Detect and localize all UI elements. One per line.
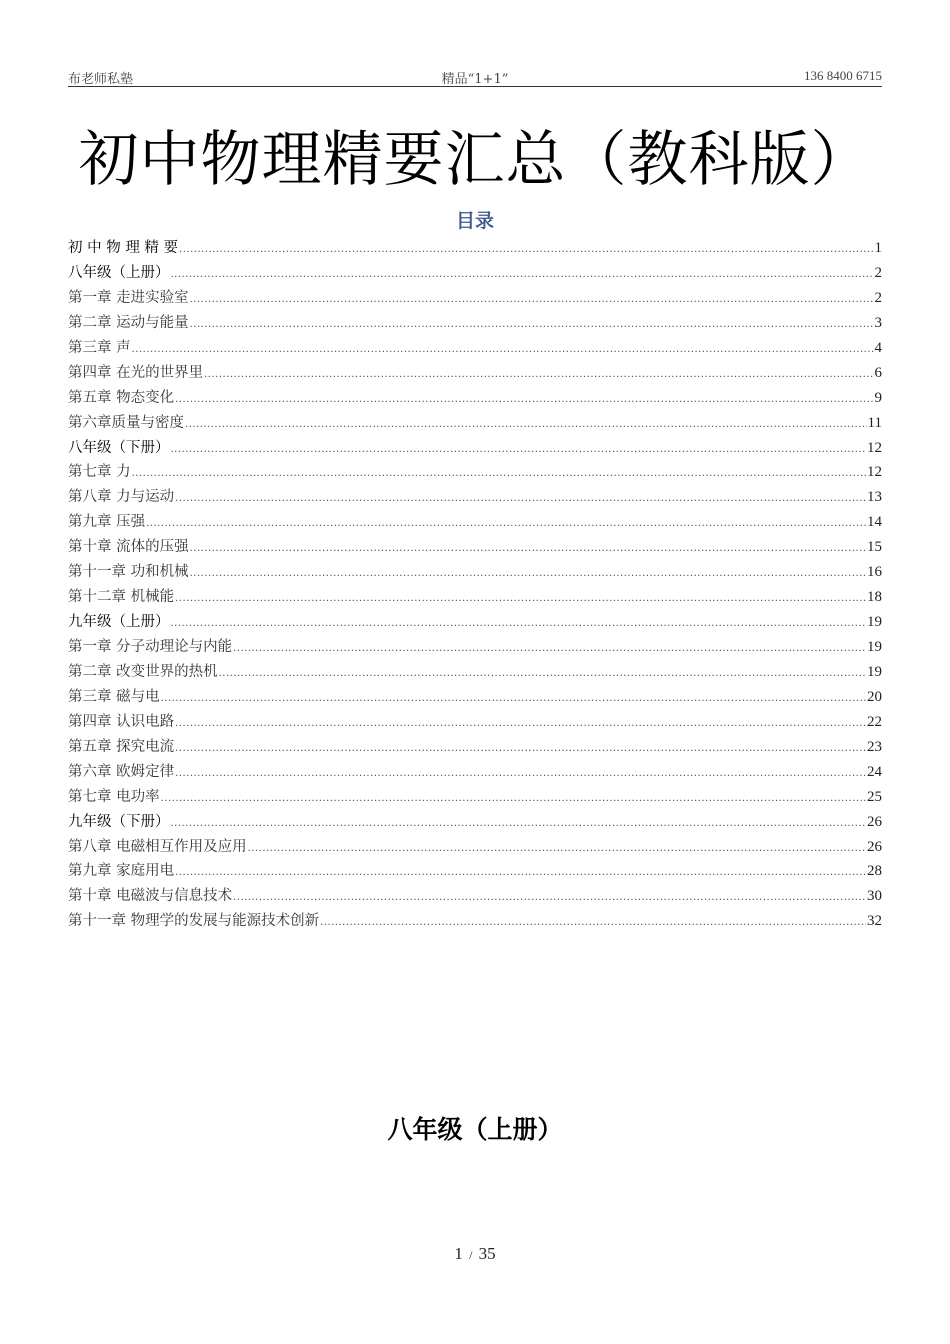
toc-entry[interactable] [68, 411, 882, 436]
toc-dot-leader [171, 263, 874, 288]
toc-entry-title: 初 中 物 理 精 要 [68, 240, 179, 256]
toc-entry-title: 第三章 声 [68, 339, 131, 356]
toc-dot-leader [175, 762, 866, 787]
toc-dot-leader [161, 687, 866, 712]
toc-dot-leader [233, 637, 866, 662]
page-footer [0, 1244, 950, 1264]
toc-dot-leader [175, 737, 866, 762]
toc-entry-title: 第八章 力与运动 [68, 489, 175, 506]
toc-dot-leader [190, 537, 866, 562]
toc-entry-title: 第一章 走进实验室 [68, 289, 189, 306]
toc-entry-title: 第四章 认识电路 [68, 713, 175, 730]
toc-dot-leader [185, 413, 867, 438]
toc-entry[interactable] [68, 236, 882, 261]
toc-dot-leader [233, 886, 866, 911]
toc-entry[interactable] [68, 859, 882, 884]
toc-entry-page: 9 [874, 389, 882, 406]
toc-entry-page: 18 [867, 589, 882, 606]
toc-entry[interactable] [68, 361, 882, 386]
toc-dot-leader [248, 837, 866, 862]
toc-entry-title: 第十章 流体的压强 [68, 539, 189, 556]
toc-entry[interactable] [68, 261, 882, 286]
toc-entry-page: 1 [874, 240, 882, 256]
toc-entry-page: 11 [867, 414, 882, 431]
toc-entry[interactable] [68, 585, 882, 610]
toc-entry-title: 第一章 分子动理论与内能 [68, 639, 233, 655]
toc-entry[interactable] [68, 710, 882, 735]
toc-entry-page: 26 [867, 813, 882, 830]
toc-entry-title: 八年级（上册） [68, 264, 170, 281]
toc-entry-title: 第七章 力 [68, 464, 131, 481]
toc-entry-page: 20 [867, 688, 882, 705]
toc-entry[interactable] [68, 685, 882, 710]
header-left-text: 布老师私塾 [68, 72, 134, 87]
toc-entry-page: 19 [867, 663, 882, 680]
toc-entry[interactable] [68, 735, 882, 760]
toc-entry[interactable] [68, 909, 882, 934]
toc-entry[interactable] [68, 336, 882, 361]
toc-entry-title: 八年级（下册） [68, 439, 170, 456]
toc-entry-title: 第四章 在光的世界里 [68, 364, 204, 381]
toc-entry-page: 13 [867, 489, 882, 506]
toc-entry[interactable] [68, 610, 882, 635]
toc-dot-leader [171, 812, 867, 837]
toc-entry-title: 第二章 改变世界的热机 [68, 663, 218, 680]
toc-entry-page: 2 [874, 264, 882, 281]
toc-dot-leader [175, 712, 866, 737]
toc-dot-leader [190, 288, 874, 313]
toc-dot-leader [219, 662, 866, 687]
toc-entry[interactable] [68, 560, 882, 585]
page-number-total: 35 [478, 1244, 496, 1263]
toc-entry-page: 30 [867, 888, 882, 905]
toc-entry[interactable] [68, 485, 882, 510]
toc-entry-page: 12 [867, 464, 882, 481]
toc-dot-leader [204, 363, 873, 388]
toc-entry-title: 第十章 电磁波与信息技术 [68, 888, 233, 905]
toc-entry-title: 第五章 物态变化 [68, 389, 175, 406]
toc-dot-leader [175, 587, 866, 612]
toc-entry[interactable] [68, 510, 882, 535]
page-number-current: 1 [454, 1244, 463, 1263]
toc-dot-leader [146, 512, 866, 537]
toc-entry-title: 第七章 电功率 [68, 788, 160, 805]
toc-entry[interactable] [68, 460, 882, 485]
toc-entry[interactable] [68, 311, 882, 336]
toc-entry-title: 第五章 探究电流 [68, 738, 175, 755]
toc-dot-leader [171, 612, 867, 637]
toc-entry[interactable] [68, 286, 882, 311]
toc-entry-page: 16 [867, 564, 882, 581]
toc-dot-leader [179, 238, 873, 263]
toc-entry[interactable] [68, 660, 882, 685]
toc-entry[interactable] [68, 810, 882, 835]
toc-entry-title: 第六章质量与密度 [68, 414, 184, 431]
toc-entry[interactable] [68, 436, 882, 461]
section-title: 八年级（上册） [387, 1115, 563, 1144]
toc-entry-page: 19 [867, 639, 882, 655]
toc-entry-title: 第三章 磁与电 [68, 688, 160, 705]
toc-dot-leader [175, 861, 866, 886]
toc-dot-leader [171, 438, 867, 463]
toc-entry-title: 第六章 欧姆定律 [68, 763, 175, 780]
page-header [68, 66, 882, 87]
toc-entry[interactable] [68, 386, 882, 411]
toc-heading: 目录 [455, 210, 494, 232]
table-of-contents [68, 236, 882, 934]
toc-entry-page: 14 [867, 514, 882, 531]
toc-entry-page: 25 [867, 788, 882, 805]
toc-entry-page: 12 [867, 439, 882, 456]
toc-dot-leader [132, 338, 874, 363]
header-phone: 136 8400 6715 [804, 68, 882, 83]
toc-entry-title: 第二章 运动与能量 [68, 314, 189, 331]
toc-entry-title: 第九章 压强 [68, 514, 146, 531]
toc-entry-title: 第十二章 机械能 [68, 589, 175, 606]
toc-entry-title: 第十一章 功和机械 [68, 564, 189, 581]
toc-dot-leader [132, 462, 866, 487]
toc-entry-page: 2 [874, 289, 882, 306]
toc-dot-leader [175, 487, 866, 512]
toc-entry-page: 24 [867, 763, 882, 780]
header-center-text: 精品“1+1” [441, 72, 509, 87]
toc-entry[interactable] [68, 884, 882, 909]
document-title: 初中物理精要汇总（教科版） [78, 125, 872, 195]
toc-entry-title: 第十一章 物理学的发展与能源技术创新 [68, 913, 320, 930]
toc-entry-title: 九年级（下册） [68, 813, 170, 830]
toc-entry[interactable] [68, 535, 882, 560]
toc-entry-page: 19 [867, 614, 882, 631]
toc-dot-leader [175, 388, 873, 413]
toc-dot-leader [190, 562, 866, 587]
toc-entry-page: 32 [867, 913, 882, 930]
toc-entry-page: 4 [874, 339, 882, 356]
toc-entry-page: 22 [867, 713, 882, 730]
toc-entry-page: 15 [867, 539, 882, 556]
toc-entry[interactable] [68, 635, 882, 660]
toc-entry-title: 九年级（上册） [68, 614, 170, 631]
toc-entry[interactable] [68, 785, 882, 810]
toc-entry-page: 23 [867, 738, 882, 755]
toc-entry[interactable] [68, 760, 882, 785]
toc-entry[interactable] [68, 835, 882, 860]
page-number-separator: / [469, 1248, 473, 1262]
toc-dot-leader [190, 313, 874, 338]
toc-entry-title: 第八章 电磁相互作用及应用 [68, 838, 247, 855]
toc-entry-page: 6 [874, 364, 882, 381]
toc-entry-page: 26 [867, 838, 882, 855]
toc-entry-page: 28 [867, 863, 882, 880]
toc-dot-leader [320, 911, 866, 936]
toc-entry-title: 第九章 家庭用电 [68, 863, 175, 880]
toc-entry-page: 3 [874, 314, 882, 331]
toc-dot-leader [161, 787, 866, 812]
